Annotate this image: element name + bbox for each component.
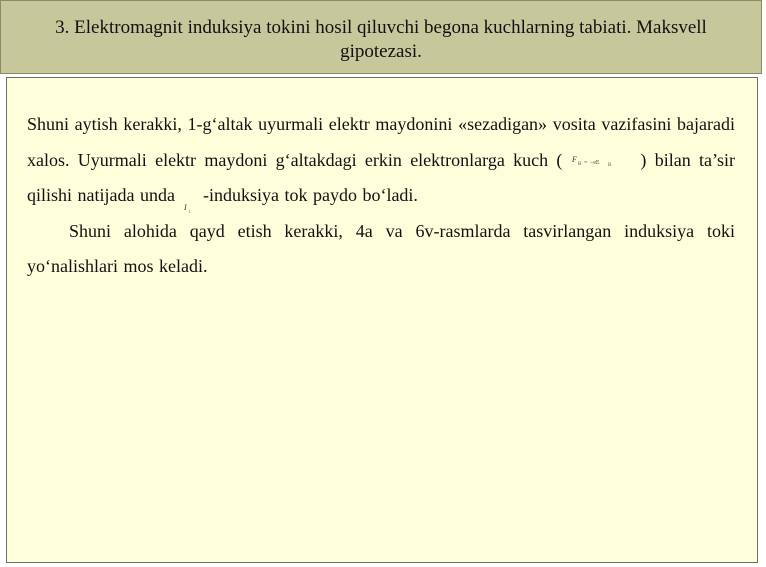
slide-title-text: 3. Elektromagnit induksiya tokini hosil qiluvchi begona kuchlarning tabiati. Maksvell gipotezasi. (55, 17, 707, 62)
body-text (27, 107, 735, 285)
paragraph-1 (27, 107, 735, 214)
force-formula-image (566, 152, 636, 170)
paragraph-1-part-1: Shuni aytish kerakki, 1-g‘altak uyurmali elektr maydonini «sezadigan» vosita vazifasini bajaradi xalos. Uyurmali elektr maydoni g‘altakdagi erkin elektronlarga kuch ( (27, 114, 735, 170)
current-symbol-image (183, 191, 197, 214)
paragraph-2: Shuni alohida qayd etish kerakki, 4a va 6v-rasmlarda tasvirlangan induksiya toki yo‘nalishlari mos keladi. (27, 220, 735, 276)
svg-text:i: i (188, 209, 191, 214)
svg-text:B: B (608, 163, 612, 169)
svg-text:F: F (572, 155, 578, 165)
svg-text:B: B (578, 162, 582, 168)
paragraph-1-part-3: -induksiya tok paydo bo‘ladi. (202, 185, 418, 205)
svg-text:= −eE: = −eE (584, 160, 601, 167)
slide-title (0, 0, 762, 74)
svg-text:I: I (183, 202, 187, 212)
paragraph-1-part-2: ) bilan ta’sir qilishi natijada unda (27, 149, 735, 205)
content-box (6, 77, 758, 563)
